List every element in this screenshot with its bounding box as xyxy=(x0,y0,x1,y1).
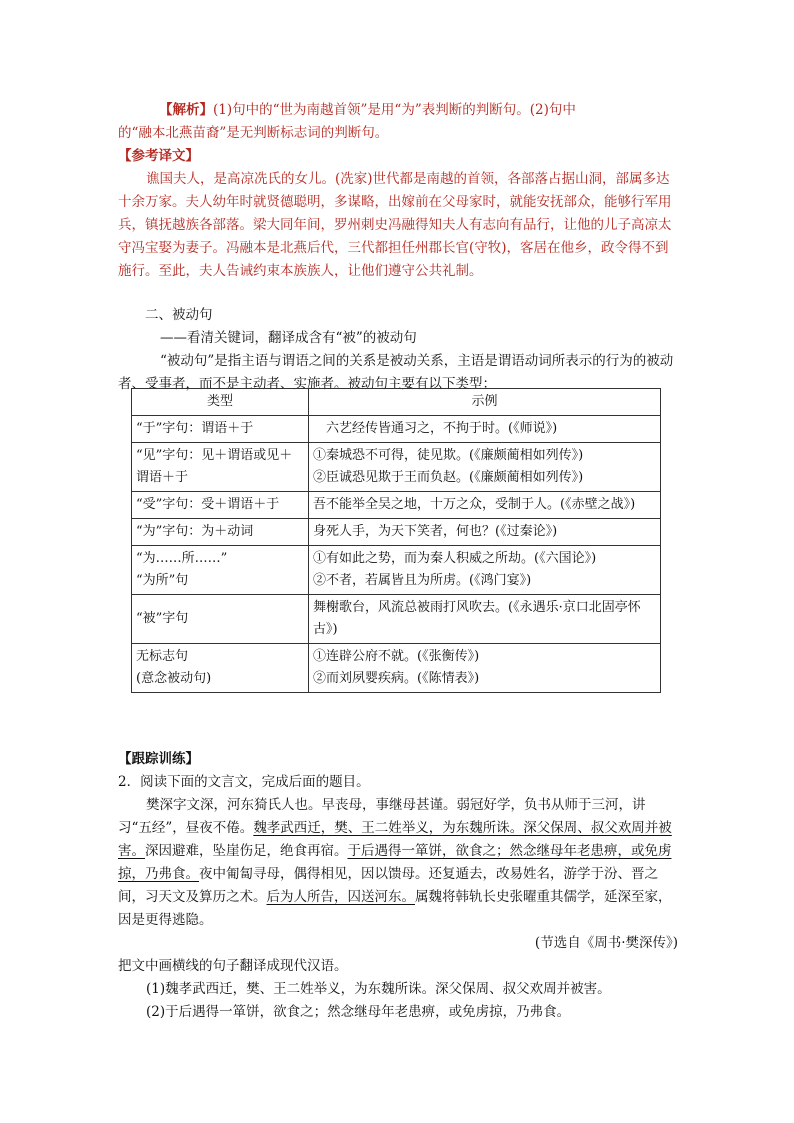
passage-part-4: 属魏将韩轨长史张曜重其儒学，延深至家，因是更得逃隐。 xyxy=(118,889,672,928)
table-header-row xyxy=(132,389,661,416)
passage-underline-3: 后为人所告，囚送河东。 xyxy=(266,889,415,905)
table-row xyxy=(132,519,661,546)
table-example: ①有如此之势，而为秦人积威之所劫。(《六国论》) xyxy=(313,551,597,566)
table-header-example: 示例 xyxy=(309,389,661,416)
passage-part-2: 深因避难，坠崖伤足，绝食再宿。 xyxy=(145,843,348,859)
table-cell-type: “于”字句：谓语＋于 xyxy=(132,416,309,443)
practice-label: 【跟踪训练】 xyxy=(118,751,199,767)
table-row xyxy=(132,546,661,595)
passage-source: (节选自《周书·樊深传》) xyxy=(534,935,678,951)
analysis-line-1 xyxy=(118,99,678,122)
table-cell-examples xyxy=(309,595,661,644)
passage-part-1: 樊深字文深，河东猗氏人也。早丧母，事继母甚谨。弱冠好学，负书从师于三河，讲习“五经”，昼夜不倦。 xyxy=(118,797,646,836)
table-example: ②不者，若属皆且为所虏。(《鸿门宴》) xyxy=(313,573,532,588)
table-row xyxy=(132,443,661,492)
table-example: ①连辟公府不就。(《张衡传》) xyxy=(313,649,480,664)
table-cell-type: “为……所……” “为所”句 xyxy=(132,546,309,595)
table-cell-examples xyxy=(309,416,661,443)
table-row xyxy=(132,595,661,644)
table-cell-examples xyxy=(309,644,661,693)
table-example: ①秦城恐不可得，徒见欺。(《廉颇蔺相如列传》) xyxy=(313,448,584,463)
table-cell-type: “被”字句 xyxy=(132,595,309,644)
section-title: 二、被动句 xyxy=(145,307,213,323)
analysis-text-1: (1)句中的“世为南越首领”是用“为”表判断的判断句。(2)句中 xyxy=(213,102,576,118)
analysis-label: 【解析】 xyxy=(159,102,213,118)
table-cell-type: 无标志句 (意念被动句) xyxy=(132,644,309,693)
analysis-line-2: 的“融本北燕苗裔”是无判断标志词的判断句。 xyxy=(118,125,389,141)
table-example: ②臣诚恐见欺于王而负赵。(《廉颇蔺相如列传》) xyxy=(313,470,584,485)
passive-types-table xyxy=(131,388,661,693)
passive-section xyxy=(118,304,678,396)
table-row xyxy=(132,644,661,693)
table-cell-type: “受”字句：受＋谓语＋于 xyxy=(132,492,309,519)
table-cell-examples xyxy=(309,443,661,492)
practice-item-2: (2)于后遇得一箪饼，欲食之；然念继母年老患痹，或免虏掠，乃弗食。 xyxy=(146,1004,571,1020)
section-subtitle: ——看清关键词，翻译成含有“被”的被动句 xyxy=(160,330,417,346)
table-row xyxy=(132,492,661,519)
passage-underline-2: 于后遇得一箪饼，欲食之；然念继母年老患痹，或免虏掠，乃弗食。 xyxy=(118,843,672,882)
table-example: 身死人手，为天下笑者，何也？(《过秦论》) xyxy=(313,524,558,539)
practice-instruction: 把文中画横线的句子翻译成现代汉语。 xyxy=(118,958,348,974)
practice-question: 2．阅读下面的文言文，完成后面的题目。 xyxy=(118,774,370,790)
table-cell-type: “见”字句：见＋谓语或见＋谓语＋于 xyxy=(132,443,309,492)
practice-passage xyxy=(118,794,678,932)
table-example: ②而刘夙婴疾病。(《陈情表》) xyxy=(313,671,480,686)
table-example: 吾不能举全吴之地，十万之众，受制于人。(《赤壁之战》) xyxy=(313,497,636,512)
table-cell-examples xyxy=(309,546,661,595)
translation-paragraph: 谯国夫人，是高凉冼氏的女儿。(冼家)世代都是南越的首领，各部落占据山洞，部属多达十余万家。夫人幼年时就贤德聪明，多谋略，出嫁前在父母家时，就能安抚部众，能够行军用兵，镇抚越族各部落。梁大同年间，罗州刺史冯融得知夫人有志向有品行，让他的儿子高凉太守冯宝娶为妻子。冯融本是北燕后代，三代都担任州郡长官(守牧)，客居在他乡，政令得不到施行。至此，夫人告诫约束本族族人，让他们遵守公共礼制。 xyxy=(118,171,672,279)
translation-label: 【参考译文】 xyxy=(118,148,199,164)
passage-part-3: 夜中匍匐寻母，偶得相见，因以馈母。还复遁去，改易姓名，游学于汾、晋之间，习天文及算历之术。 xyxy=(118,866,658,905)
table-example: 舞榭歌台，风流总被雨打风吹去。(《永遇乐·京口北固亭怀古》) xyxy=(313,600,641,637)
analysis-block xyxy=(118,99,678,283)
table-body xyxy=(132,416,661,693)
table-cell-examples xyxy=(309,492,661,519)
table-cell-examples xyxy=(309,519,661,546)
section-body: “被动句”是指主语与谓语之间的关系是被动关系，主语是谓语动词所表示的行为的被动者、受事者，而不是主动者、实施者。被动句主要有以下类型： xyxy=(118,353,674,392)
passage-underline-1: 魏孝武西迁，樊、王二姓举义，为东魏所诛。深父保周、叔父欢周并被害。 xyxy=(118,820,672,859)
table-row xyxy=(132,416,661,443)
table-header-type: 类型 xyxy=(132,389,309,416)
table-cell-type: “为”字句：为＋动词 xyxy=(132,519,309,546)
practice-item-1: (1)魏孝武西迁，樊、王二姓举义，为东魏所诛。深父保周、叔父欢周并被害。 xyxy=(146,981,611,997)
practice-block xyxy=(118,748,678,1024)
table-example: 六艺经传皆通习之，不拘于时。(《师说》) xyxy=(313,421,558,436)
